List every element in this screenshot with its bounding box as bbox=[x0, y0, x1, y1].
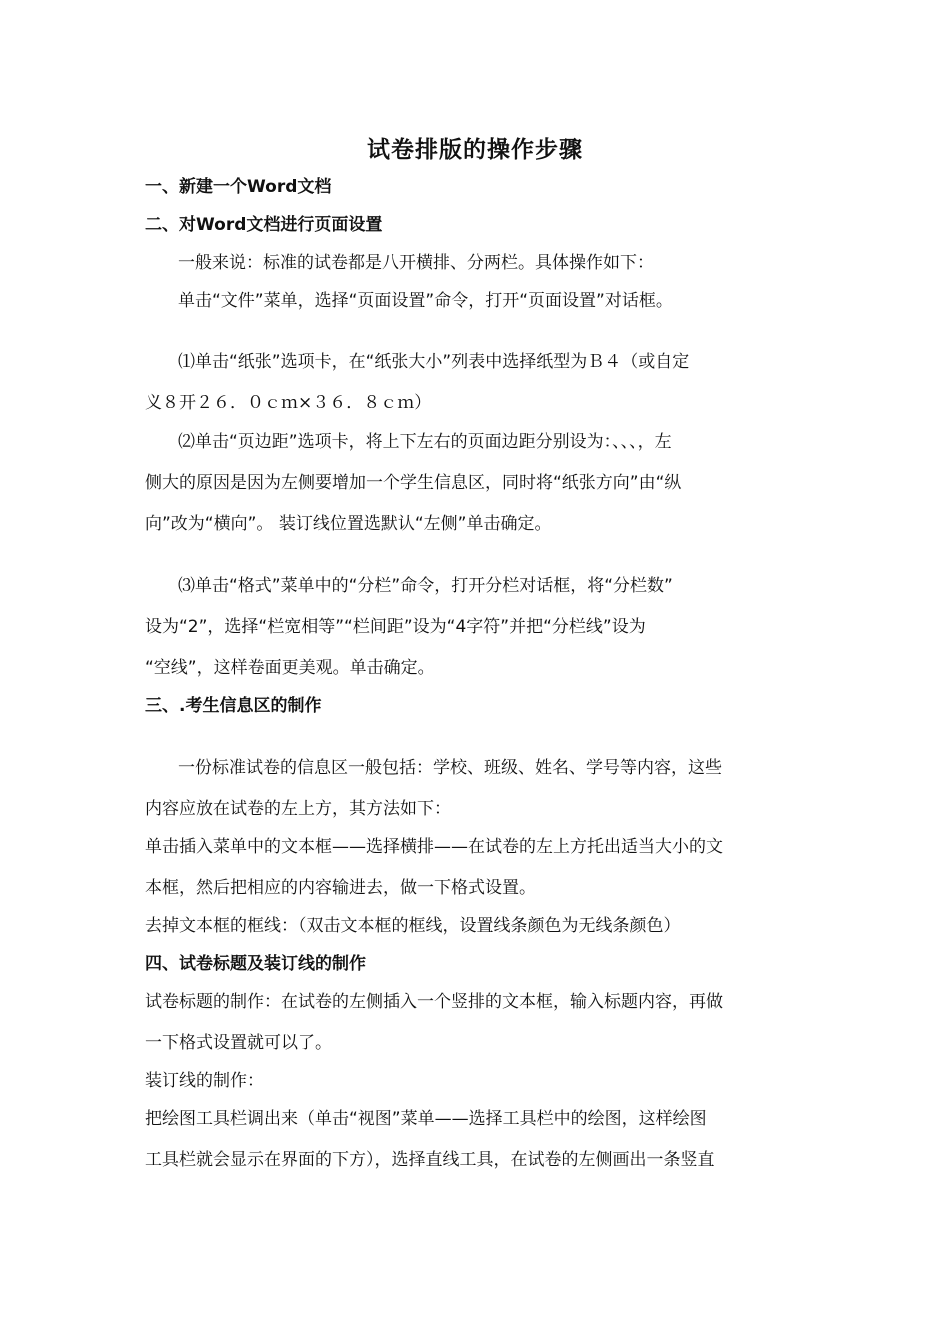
step-2-line-3: 向”改为“横向”。 装订线位置选默认“左侧”单击确定。 bbox=[145, 514, 552, 534]
step-3-line-2: 设为“2”，选择“栏宽相等”“栏间距”设为“4字符”并把“分栏线”设为 bbox=[145, 617, 646, 637]
step-3-line-3: “空线”，这样卷面更美观。单击确定。 bbox=[145, 658, 435, 678]
section-heading-4: 四、试卷标题及装订线的制作 bbox=[145, 954, 366, 974]
step-1-line-1: ⑴单击“纸张”选项卡，在“纸张大小”列表中选择纸型为Ｂ４（或自定 bbox=[178, 352, 690, 372]
document-title: 试卷排版的操作步骤 bbox=[367, 137, 583, 163]
title-making-line-2: 一下格式设置就可以了。 bbox=[145, 1033, 332, 1053]
section-heading-2: 二、对Word文档进行页面设置 bbox=[145, 215, 383, 235]
paragraph-file-menu: 单击“文件”菜单，选择“页面设置”命令，打开“页面设置”对话框。 bbox=[178, 291, 673, 311]
step-2-line-1: ⑵单击“页边距”选项卡，将上下左右的页面边距分别设为：、、、，左 bbox=[178, 432, 672, 452]
step-2-line-2: 侧大的原因是因为左侧要增加一个学生信息区，同时将“纸张方向”由“纵 bbox=[145, 473, 682, 493]
section-heading-1: 一、新建一个Word文档 bbox=[145, 177, 332, 197]
drawing-toolbar-line-2: 工具栏就会显示在界面的下方），选择直线工具，在试卷的左侧画出一条竖直 bbox=[145, 1150, 715, 1170]
remove-border-line: 去掉文本框的框线：（双击文本框的框线，设置线条颜色为无线条颜色） bbox=[145, 916, 681, 936]
paragraph-intro: 一般来说：标准的试卷都是八开横排、分两栏。具体操作如下： bbox=[178, 253, 654, 273]
binding-line-label: 装订线的制作： bbox=[145, 1071, 264, 1091]
info-area-line-2: 内容应放在试卷的左上方，其方法如下： bbox=[145, 799, 451, 819]
textbox-line-1: 单击插入菜单中的文本框——选择横排——在试卷的左上方托出适当大小的文 bbox=[145, 837, 723, 857]
textbox-line-2: 本框，然后把相应的内容输进去，做一下格式设置。 bbox=[145, 878, 536, 898]
section-heading-3: 三、.考生信息区的制作 bbox=[145, 696, 322, 716]
info-area-line-1: 一份标准试卷的信息区一般包括：学校、班级、姓名、学号等内容，这些 bbox=[178, 758, 722, 778]
step-3-line-1: ⑶单击“格式”菜单中的“分栏”命令，打开分栏对话框，将“分栏数” bbox=[178, 576, 673, 596]
step-1-line-2: 义８开２６．０ｃｍ×３６．８ｃｍ） bbox=[145, 393, 432, 413]
drawing-toolbar-line-1: 把绘图工具栏调出来（单击“视图”菜单——选择工具栏中的绘图，这样绘图 bbox=[145, 1109, 707, 1129]
title-making-line-1: 试卷标题的制作：在试卷的左侧插入一个竖排的文本框，输入标题内容，再做 bbox=[145, 992, 723, 1012]
